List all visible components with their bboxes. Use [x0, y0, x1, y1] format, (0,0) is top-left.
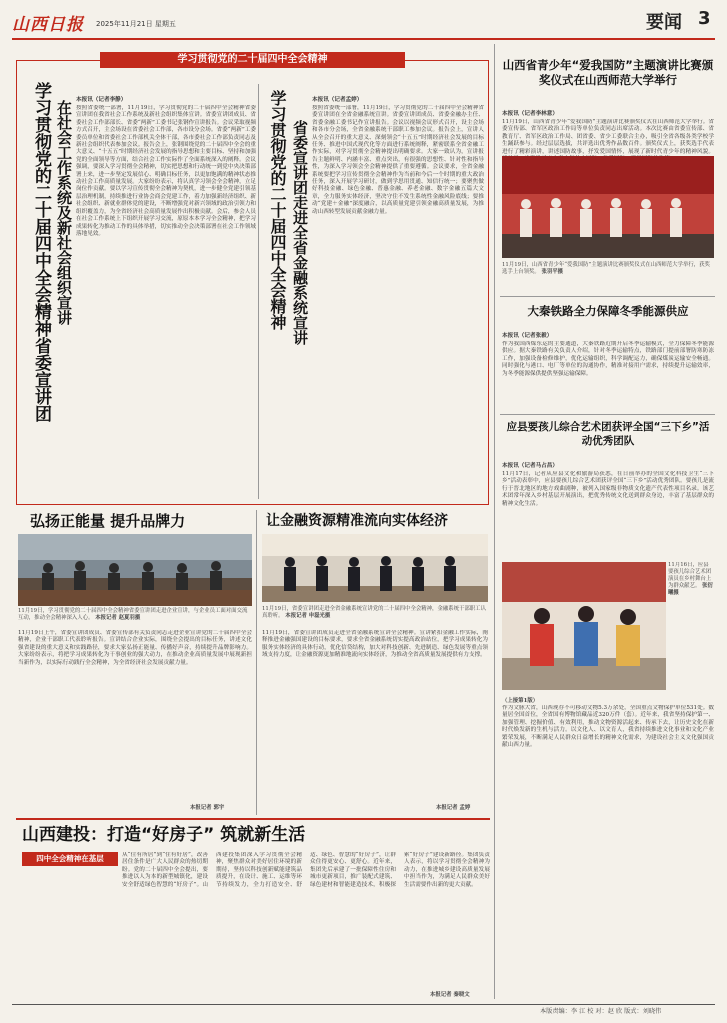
art5-title: 山西省青少年“爱我国防”主题演讲比赛颁奖仪式在山西师范大学举行: [502, 58, 714, 87]
art4-photo-graphic: [262, 534, 488, 602]
art8-title: 山西建投：打造“好房子” 筑就新生活: [22, 825, 306, 845]
art5-caption-text: 11月19日，山西省青少年“爱我国防”主题演讲比赛颁奖仪式在山西师范大学举行，获奖选手上台领奖。: [502, 262, 710, 275]
art4-title: 让金融资源精准流向实体经济: [266, 513, 448, 529]
art6-body-wrap: [502, 322, 714, 410]
art6-title: 大秦铁路全力保障冬季能源供应: [527, 304, 689, 318]
newspaper-logo: 山西日报: [12, 15, 84, 35]
divider-art5-art6: [500, 296, 715, 297]
art2-subtitle-vertical: 省委宣讲团走进全省金融系统宣讲: [291, 120, 309, 345]
art1-body: 按照省委统一部署，11月19日，学习贯彻党的二十届四中全会精神省委宣讲团在我省社会工作系统及新社会组织集体宣讲。省委宣讲团成员、省委社会工作部部长、省委“两新”工委书记张钢作宣讲报告。会议采取视频方式召开，主会场设在省委社会工作部，各市设分会场。省委“两新”工委委员单位和省委社会工作部机关全体干部，各市委社会工作部负责同志及新社会组织代表参加会议。报告会上，张钢围绕党的二十届四中全会的重大意义、“十五五”时期经济社会发展的指导思想和主要目标、坚持和加强党的全面领导等方面，结合社会工作实际作了全面系统深入的阐释。会议强调，要深入学习贯彻全会精神，切实把思想和行动统一到党中央决策部署上来，进一步坚定发展信心、明确目标任务，以更加饱满的精神状态推动社会工作高质量发展。大家纷纷表示，将认真学习领会全会精神，立足岗位作贡献。要以学习宣传贯彻全会精神为契机，进一步健全党建引领基层治理机制，持续推进行业协会商会党建工作，着力加强新经济组织、新社会组织、新就业群体党的建设，不断增强党对新兴领域的政治引领力和组织覆盖力，为全省经济社会高质量发展作出积极贡献。会后，参会人员在社会工作系统上下组织开展学习交流，原原本本学习全会精神，把学习成果转化为推动工作的具体举措，切实推动全会决策部署在社会工作领域落地见效。: [76, 105, 256, 237]
art1-title-vertical: 学习贯彻党的二十届四中全会精神省委宣讲团: [31, 82, 51, 422]
art7-title: 应县要孩儿综合艺术团获评全国“三下乡”活动优秀团队: [506, 421, 710, 447]
art3-body: 11月19日上午，省委宣讲团成员、省委宣传部有关负责同志走进企业宣讲党的二十届四中全会精神，企业干部职工代表聆听报告。宣讲结合企业实际，围绕全会提出的目标任务，讲述文化强省建设的重大意义和实践路径，要求大家弘扬正能量、传播好声音，持续提升品牌影响力。大家纷纷表示，将把学习成果转化为干事创业的强大动力，在推动企业高质量发展中展现新担当新作为，以实际行动践行全会精神，为全省经济社会发展贡献力量。: [18, 630, 252, 666]
art7-caption: [668, 562, 714, 690]
art5-byline: 本报讯（记者李林意）: [502, 111, 558, 117]
divider-bottom-section: [16, 818, 490, 820]
art3-photo-credit: 本报记者 赵夏羽摄: [95, 615, 141, 621]
issue-date: 2025年11月21日 星期五: [96, 20, 176, 28]
art4-caption: [262, 606, 488, 620]
art1-byline: 本报讯（记者李静）: [76, 97, 127, 103]
art7-byline: 本报讯（记者马占昌）: [502, 463, 558, 469]
art8-body: 从“住有所居”到“住有好居”，改善居住条件是广大人民群众的热切期盼。党的二十届四中全会提出，要推进以人为本的新型城镇化，建设安全舒适绿色智慧的“好房子”。山西建投集团深入学习贯彻全会精神，聚焦群众对美好居住环境的新期待，坚持以科技创新赋能建筑品质提升，在设计、施工、运维等环节持续发力，全力打造安全、舒适、绿色、智慧的“好房子”，让群众住得更安心、更舒心。近年来，集团先后承建了一批保障性住房和城市更新项目，推广装配式建筑、绿色建材和智能建造技术，积极探索“好房子”建设新路径。集团负责人表示，将以学习贯彻全会精神为动力，在推进城乡建设高质量发展中担当作为，为满足人民群众美好生活需要作出新的更大贡献。: [122, 852, 490, 888]
feature-banner-title: 学习贯彻党的二十届四中全会精神: [177, 54, 328, 65]
art9-title: （上接第1版）: [502, 698, 539, 704]
art5-body: 11月19日，山西省青少年“爱我国防”主题演讲比赛颁奖仪式在山西师范大学举行。省委宣传部、省军区政治工作局等单位负责同志出席活动。本次比赛由省委宣传部、省教育厅、省军区政治工作局、团省委、省少工委联合主办，吸引全省各级各类学校学生踊跃参与。经过层层选拔，共评选出优秀作品数百件。颁奖仪式上，获奖选手代表进行了精彩演讲，讲述国防故事，抒发爱国情怀，展现了新时代青少年的精神风貌。: [502, 119, 714, 155]
art8-tag: [22, 852, 118, 866]
divider-main-right: [494, 44, 495, 999]
art4-reporter: 本报记者 孟婷: [436, 805, 471, 811]
art5-caption: [502, 262, 714, 276]
art9-body: 作为文脉大省，山西现存不可移动文物5.3万余处，全国重点文物保护单位531处。数量居全国首位，全省国有博物馆藏品近320万件（套）。近年来，我省坚持保护第一、加强管理、挖掘价值、有效利用，推动文物资源活起来、传承下去，让历史文化在新时代焕发新的生机与活力。以文化人、以文育人，我省持续推进文化事业和文化产业繁荣发展，不断满足人民群众日益增长的精神文化需求，为建设社会主义文化强国贡献山西力量。: [502, 705, 714, 749]
art8-tag-text: 四中全会精神在基层: [36, 854, 104, 863]
art2-body: 按照省委统一部署，11月19日，学习贯彻党的二十届四中全会精神省委宣讲团在全省金融系统宣讲。省委宣讲团成员、省委金融办主任、省委金融工委书记作宣讲报告。会议以视频会议形式召开，设主会场和各市分会场，全省金融系统干部职工参加会议。报告会上，宣讲人从全会召开的重大意义、深刻领会“十五五”时期经济社会发展的目标任务、推进中国式现代化等方面进行系统阐释，紧密联系全省金融工作实际，对学习贯彻全会精神提出明确要求。大家一致认为，宣讲报告主题鲜明、内涵丰富、重点突出，有很强的思想性、针对性和指导性，为深入学习领会全会精神提供了重要遵循。会议要求，全省金融系统要把学习宣传贯彻全会精神作为当前和今后一个时期的重大政治任务，深入开展学习研讨，做到学思用贯通、知信行统一；要聚焦做好科技金融、绿色金融、普惠金融、养老金融、数字金融五篇大文章，全力服务实体经济，坚决守住不发生系统性金融风险底线；要推动“党建＋金融”深度融合，以高质量党建引领金融高质量发展，为推动山西转型发展贡献金融力量。: [312, 105, 484, 215]
divider-art1-art2: [258, 84, 259, 499]
feature-banner: [100, 52, 405, 68]
art3-photo: [18, 534, 252, 606]
art7-photo: [502, 562, 666, 690]
art5-photo-graphic: [502, 156, 714, 258]
page-number: 3: [698, 8, 711, 29]
art4-body: 11月19日，省委宣讲团成员走进全省金融系统宣讲全会精神。宣讲紧扣金融工作实际，阐释推进金融强国建设的目标要求，要求全省金融系统切实提高政治站位，把学习成果转化为服务实体经济的具体行动，优化信贷结构，加大对科技创新、先进制造、绿色发展等重点领域支持力度，让金融资源更加精准地流向实体经济，为推动全省高质量发展提供有力支撑。: [262, 630, 488, 659]
footer-rule: [12, 1004, 715, 1005]
art7-body-wrap: [502, 452, 714, 560]
art4-photo-credit: 本报记者 申磊光摄: [285, 613, 331, 619]
art3-photo-graphic: [18, 534, 252, 606]
art7-photo-credit: 张衍曦摄: [668, 583, 713, 596]
divider-art3-art4: [256, 510, 257, 815]
art2-body-wrap: [312, 86, 484, 491]
art3-caption: [18, 608, 252, 622]
art2-title-vertical: 学习贯彻党的二十届四中全会精神: [268, 90, 287, 330]
art7-photo-graphic: [502, 562, 666, 690]
art5-body-wrap: [502, 100, 714, 155]
art3-title: 弘扬正能量 提升品牌力: [30, 512, 186, 530]
footer-editors: 本版责编：李 江 校 对：赵 欣 版式：刘晓伟: [540, 1008, 662, 1015]
art1-body-wrap: [76, 86, 256, 486]
art2-byline: 本报讯（记者孟婷）: [312, 97, 363, 103]
section-name: 要闻: [646, 12, 682, 33]
art7-body: 11月17日，记者从应县文化和旅游局获悉，在日前举办的全国文化科技卫生“三下乡”活动表彰中，应县要孩儿综合艺术团获评全国“三下乡”活动优秀团队。要孩儿是流行于晋北地区的地方戏曲剧种，被列入国家级非物质文化遗产代表性项目名录。该艺术团常年深入乡村基层开展演出，把优秀传统文化送到群众身边，丰富了基层群众的精神文化生活。: [502, 471, 714, 507]
art4-caption-text: 11月19日，省委宣讲团走进全省金融系统宣讲党的二十届四中全会精神，金融系统干部职工认真聆听。: [262, 606, 486, 619]
art9-wrap: [502, 698, 714, 994]
art7-caption-text: 11月16日，应县要孩儿综合艺术团演员在乡村舞台上为群众献艺。: [668, 562, 712, 589]
art6-byline: 本报讯（记者张毅）: [502, 333, 553, 339]
art6-body: 作为我国西煤东运的主要通道，大秦铁路近期开启冬季运输模式，全力保障冬季能源供应。据大秦铁路有关负责人介绍，针对冬季运输特点，铁路部门提前部署防寒防冻工作，加强设备检修维护，优化运输组织，科学调配运力，确保煤炭运输安全畅通。同时强化与港口、电厂等单位的沟通协作，精准对接用户需求，持续提升运输效率，为冬季能源保供提供坚强运输保障。: [502, 341, 714, 377]
art3-reporter: 本报记者 郭宇: [190, 805, 225, 811]
art3-caption-text: 11月19日，学习贯彻党的二十届四中全会精神省委宣讲团走进企业宣讲，与企业员工面对面交流互动，推动全会精神深入人心。: [18, 608, 248, 621]
art8-byline: 本报记者 秦晓文: [430, 992, 470, 998]
masthead-rule: [12, 38, 715, 40]
art4-photo: [262, 534, 488, 602]
masthead: [12, 6, 715, 36]
art5-photo: [502, 156, 714, 258]
art1-subtitle-vertical: 在社会工作系统及新社会组织宣讲: [55, 100, 73, 325]
divider-art6-art7: [500, 414, 715, 415]
art5-photo-credit: 张羽平摄: [541, 269, 564, 275]
